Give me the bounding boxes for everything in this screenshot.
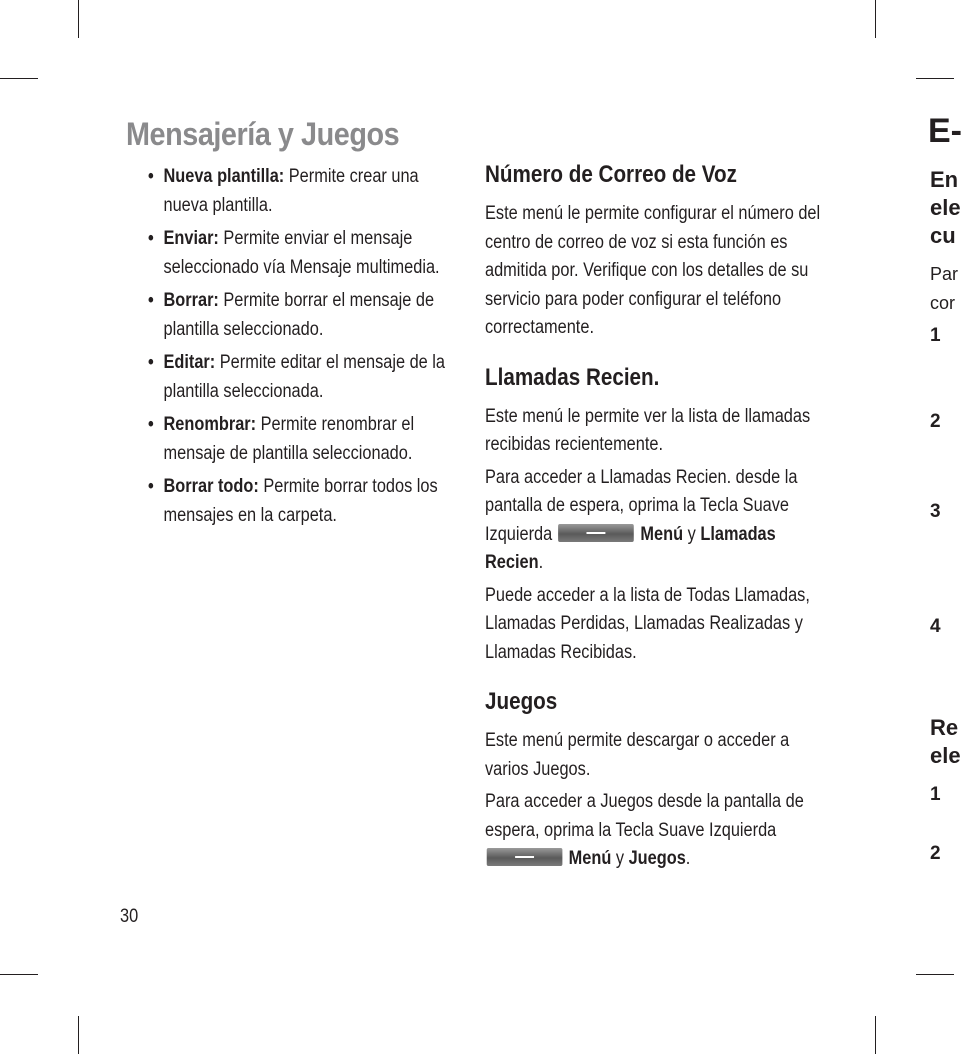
next-page-text-fragment	[930, 260, 958, 317]
crop-mark-top-right-horizontal	[916, 78, 954, 79]
games-section	[485, 687, 833, 874]
left-soft-key-icon	[487, 848, 563, 866]
item-text: Permite renombrar el mensaje de plantilla seleccionado.	[163, 414, 415, 464]
item-text: Permite crear una nueva plantilla.	[163, 166, 419, 216]
crop-mark-top-left-vertical	[78, 0, 79, 38]
crop-mark-bottom-left-vertical	[78, 1016, 79, 1054]
step-number: 4	[930, 616, 941, 637]
conjunction: y	[683, 523, 701, 545]
text-line: Par	[930, 264, 959, 284]
left-column	[148, 160, 458, 535]
heading-line: Re	[930, 715, 959, 740]
games-access-instructions	[485, 788, 833, 874]
voicemail-heading: Número de Correo de Voz	[485, 161, 737, 188]
next-page-title-fragment: E-	[928, 112, 962, 150]
heading-line: ele	[930, 743, 961, 768]
heading-line: cu	[930, 223, 956, 248]
step-number: 3	[930, 501, 941, 522]
instruction-text: Para acceder a Llamadas Recien. desde la pantalla de espera, oprima la Tecla Suave Izquierda	[485, 466, 798, 545]
step-number: 1	[930, 325, 941, 346]
crop-mark-top-left-horizontal	[0, 78, 38, 79]
page-title: Mensajería y Juegos	[126, 116, 400, 152]
games-description: Este menú permite descargar o acceder a varios Juegos.	[485, 730, 790, 780]
left-soft-key-icon	[558, 524, 634, 542]
step-number: 2	[930, 411, 941, 432]
list-item: • Nueva plantilla: Permite crear una nueva plantilla.	[148, 166, 419, 216]
games-label: Juegos	[628, 848, 686, 869]
list-item: • Renombrar: Permite renombrar el mensaje de plantilla seleccionado.	[148, 414, 415, 464]
list-item: • Borrar: Permite borrar el mensaje de plantilla seleccionado.	[148, 290, 435, 340]
heading-line: En	[930, 167, 959, 192]
middle-column	[485, 160, 833, 894]
item-text: Permite borrar todos los mensajes en la carpeta.	[163, 476, 438, 526]
item-term: Nueva plantilla:	[163, 166, 285, 187]
instruction-text: Para acceder a Juegos desde la pantalla de espera, oprima la Tecla Suave Izquierda	[485, 791, 804, 841]
period: .	[538, 552, 544, 573]
list-item: • Enviar: Permite enviar el mensaje seleccionado vía Mensaje multimedia.	[148, 228, 440, 278]
item-text: Permite editar el mensaje de la plantilla seleccionada.	[163, 352, 446, 402]
conjunction: y	[611, 848, 629, 869]
recent-calls-access-instructions	[485, 464, 833, 578]
item-term: Renombrar:	[163, 414, 257, 435]
item-text: Permite borrar el mensaje de plantilla seleccionado.	[163, 290, 435, 340]
page-number: 30	[120, 906, 139, 927]
list-item: • Editar: Permite editar el mensaje de la plantilla seleccionada.	[148, 352, 446, 402]
menu-label: Menú	[568, 848, 612, 869]
recent-calls-section	[485, 363, 833, 668]
item-term: Borrar todo:	[163, 476, 259, 497]
crop-mark-bottom-right-vertical	[875, 1016, 876, 1054]
item-term: Editar:	[163, 352, 216, 373]
recent-calls-description: Este menú le permite ver la lista de llamadas recibidas recientemente.	[485, 405, 811, 455]
step-number: 2	[930, 843, 941, 864]
step-number: 1	[930, 784, 941, 805]
item-term: Borrar:	[163, 290, 219, 311]
heading-line: ele	[930, 195, 961, 220]
next-page-heading-fragment	[930, 166, 961, 250]
crop-mark-top-right-vertical	[875, 0, 876, 38]
next-page-heading-fragment	[930, 714, 961, 770]
menu-label: Menú	[640, 523, 684, 545]
recent-calls-label: Llamadas Recien	[485, 523, 776, 573]
games-heading: Juegos	[485, 688, 558, 715]
voicemail-text: Este menú le permite configurar el número del centro de correo de voz si esta función es admitida por. Verifique con los detalles de su servicio para poder configurar el teléfono correctamente.	[485, 203, 821, 338]
text-line: cor	[930, 292, 956, 313]
item-term: Enviar:	[163, 228, 219, 249]
recent-calls-heading: Llamadas Recien.	[485, 363, 660, 391]
recent-calls-lists-text: Puede acceder a la lista de Todas Llamadas, Llamadas Perdidas, Llamadas Realizadas y Llamadas Recibidas.	[485, 584, 810, 663]
list-item: • Borrar todo: Permite borrar todos los mensajes en la carpeta.	[148, 476, 438, 526]
crop-mark-bottom-right-horizontal	[916, 974, 954, 975]
crop-mark-bottom-left-horizontal	[0, 974, 38, 975]
item-text: Permite enviar el mensaje seleccionado vía Mensaje multimedia.	[163, 228, 440, 278]
template-options-list	[148, 163, 458, 530]
period: .	[685, 848, 691, 869]
voicemail-section	[485, 160, 833, 343]
